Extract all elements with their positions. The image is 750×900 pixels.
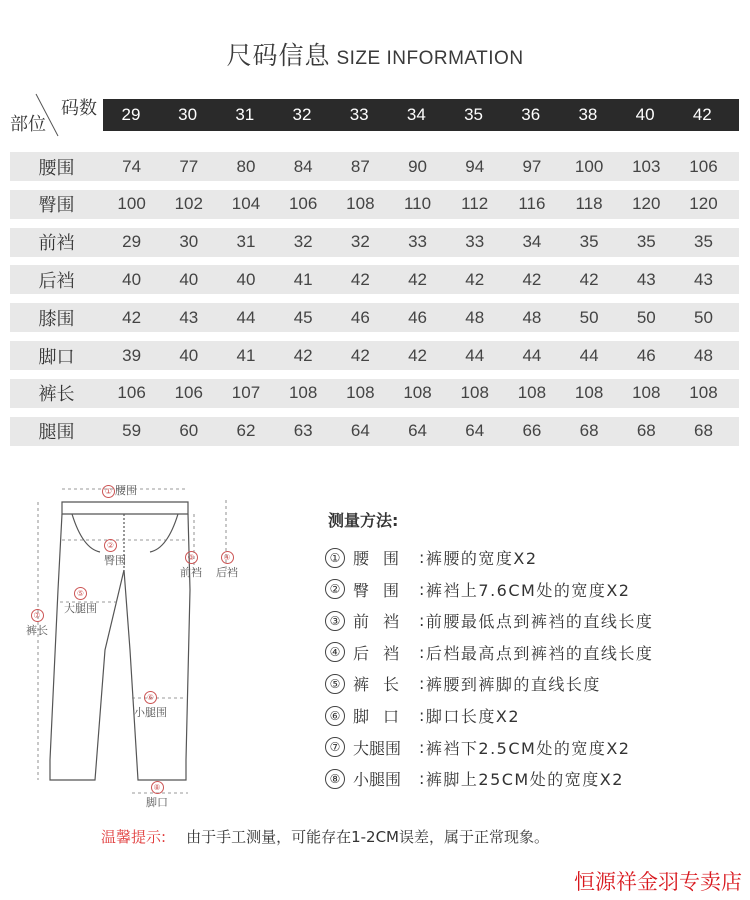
method-number: ⑧ xyxy=(325,769,345,789)
table-cell: 74 xyxy=(122,156,142,176)
size-header-bar xyxy=(103,99,739,131)
diagram-label-hem: ⑧ 脚口 xyxy=(146,782,168,809)
size-header-cell: 31 xyxy=(235,105,255,124)
table-cell: 42 xyxy=(122,307,142,327)
method-colon: : xyxy=(419,642,426,662)
tip-key: 温馨提示: xyxy=(101,828,167,846)
table-cell: 40 xyxy=(236,269,256,289)
table-cell: 33 xyxy=(408,232,427,252)
table-cell: 84 xyxy=(293,156,313,176)
table-cell: 80 xyxy=(236,156,256,176)
table-cell: 41 xyxy=(236,345,256,365)
page-title xyxy=(0,36,750,72)
table-cell: 108 xyxy=(517,383,547,403)
method-desc: 裤腰的宽度X2 xyxy=(425,549,538,568)
table-row xyxy=(10,303,739,332)
diagram-label-waist: ① 腰围 xyxy=(102,482,137,498)
method-name: 脚口 xyxy=(353,707,414,726)
table-cell: 30 xyxy=(179,232,199,252)
table-cell: 106 xyxy=(689,156,718,176)
method-item xyxy=(325,546,538,569)
method-desc: 后档最高点到裤裆的直线长度 xyxy=(425,643,654,663)
table-cell: 45 xyxy=(293,307,313,327)
table-cell: 100 xyxy=(574,156,604,176)
method-number: ② xyxy=(325,579,345,599)
table-cell: 64 xyxy=(465,421,485,441)
size-header-cell: 32 xyxy=(292,105,312,124)
method-colon: : xyxy=(419,579,426,599)
table-cell: 118 xyxy=(575,194,603,214)
table-cell: 35 xyxy=(694,232,713,252)
table-cell: 42 xyxy=(522,269,542,289)
table-cell: 90 xyxy=(408,156,427,176)
method-colon: : xyxy=(419,548,426,567)
method-item xyxy=(325,609,653,632)
table-cell: 64 xyxy=(350,421,370,441)
method-colon: : xyxy=(419,769,426,789)
table-cell: 116 xyxy=(518,194,546,214)
table-row xyxy=(10,417,739,446)
table-cell: 87 xyxy=(350,156,370,176)
method-name: 裤长 xyxy=(353,675,414,695)
method-name: 前裆 xyxy=(353,612,414,632)
size-header-cell: 38 xyxy=(578,105,598,124)
method-number: ④ xyxy=(325,642,345,662)
table-cell: 106 xyxy=(288,194,318,214)
table-cell: 42 xyxy=(408,345,427,365)
table-cell: 48 xyxy=(522,307,542,327)
table-cell: 108 xyxy=(632,383,661,403)
table-cell: 42 xyxy=(350,345,370,365)
table-cell: 43 xyxy=(636,269,656,289)
table-cell: 48 xyxy=(465,307,485,327)
row-label: 前裆 xyxy=(38,233,75,255)
tip-text: 由于手工测量，可能存在1-2CM误差，属于正常现象。 xyxy=(186,828,549,846)
diagram-label-front: ③ 前裆 xyxy=(180,552,202,579)
method-number: ③ xyxy=(325,611,345,631)
table-cell: 103 xyxy=(632,156,661,176)
size-header-cell: 34 xyxy=(406,105,426,124)
method-item xyxy=(325,641,653,664)
table-cell: 33 xyxy=(465,232,485,252)
table-cell: 44 xyxy=(465,345,485,365)
method-name: 后裆 xyxy=(353,643,414,663)
table-cell: 107 xyxy=(231,383,261,403)
table-cell: 108 xyxy=(346,383,375,403)
table-cell: 62 xyxy=(236,421,256,441)
row-label: 腿围 xyxy=(38,422,75,444)
table-cell: 97 xyxy=(522,156,542,176)
diagram-label-length: ⑦ 裤长 xyxy=(26,610,48,637)
title-en: SIZE INFORMATION xyxy=(336,48,524,69)
row-label: 臀围 xyxy=(38,195,75,217)
method-number: ① xyxy=(325,548,345,568)
table-cell: 43 xyxy=(694,269,713,289)
store-brand: 恒源祥金羽专卖店 xyxy=(574,870,742,894)
table-cell: 39 xyxy=(122,345,142,365)
table-cell: 48 xyxy=(694,345,713,365)
method-desc: 脚口长度X2 xyxy=(425,707,521,726)
method-desc: 裤裆下2.5CM处的宽度X2 xyxy=(425,738,631,758)
table-cell: 120 xyxy=(632,194,661,214)
tip-line xyxy=(101,826,549,847)
table-cell: 44 xyxy=(579,345,599,365)
table-cell: 110 xyxy=(403,194,432,214)
table-cell: 66 xyxy=(522,421,542,441)
table-cell: 68 xyxy=(636,421,656,441)
table-cell: 108 xyxy=(346,194,375,214)
method-title: 测量方法: xyxy=(328,511,399,530)
diagram-label-thigh: ⑤ 大腿围 xyxy=(64,588,97,615)
method-number: ⑦ xyxy=(325,737,345,757)
method-desc: 裤裆上7.6CM处的宽度X2 xyxy=(425,580,631,600)
table-cell: 31 xyxy=(236,232,256,252)
table-cell: 40 xyxy=(179,269,199,289)
method-name: 小腿围 xyxy=(353,770,402,790)
row-label: 后裆 xyxy=(38,270,75,292)
table-cell: 40 xyxy=(122,269,142,289)
table-cell: 42 xyxy=(408,269,427,289)
method-name: 腰围 xyxy=(353,549,414,568)
table-cell: 32 xyxy=(350,232,370,252)
table-cell: 102 xyxy=(174,194,203,214)
table-cell: 41 xyxy=(293,269,313,289)
table-cell: 100 xyxy=(117,194,146,214)
table-cell: 50 xyxy=(636,307,656,327)
trousers-diagram xyxy=(20,480,250,810)
table-cell: 77 xyxy=(179,156,199,176)
method-desc: 前腰最低点到裤裆的直线长度 xyxy=(425,612,654,632)
method-item xyxy=(325,578,630,601)
trousers-outline xyxy=(20,480,250,810)
table-cell: 42 xyxy=(350,269,370,289)
table-cell: 106 xyxy=(117,383,146,403)
table-cell: 46 xyxy=(350,307,370,327)
table-cell: 104 xyxy=(231,194,261,214)
table-cell: 50 xyxy=(694,307,713,327)
table-cell: 35 xyxy=(636,232,656,252)
size-header-cell: 40 xyxy=(635,105,655,124)
method-colon: : xyxy=(419,611,426,631)
table-row xyxy=(10,190,739,219)
table-cell: 108 xyxy=(403,383,432,403)
table-row xyxy=(10,152,739,181)
table-cell: 108 xyxy=(460,383,489,403)
table-corner xyxy=(10,92,103,138)
table-cell: 42 xyxy=(293,345,313,365)
table-cell: 68 xyxy=(579,421,599,441)
table-cell: 40 xyxy=(179,345,199,365)
method-item xyxy=(325,767,624,790)
table-cell: 108 xyxy=(574,383,604,403)
diagram-label-back: ④ 后裆 xyxy=(216,552,238,579)
size-header-cell: 29 xyxy=(121,105,141,124)
method-desc: 裤腰到裤脚的直线长度 xyxy=(425,675,601,695)
diagram-label-calf: ⑥ 小腿围 xyxy=(134,692,167,719)
method-name: 臀围 xyxy=(353,580,414,600)
table-cell: 43 xyxy=(179,307,199,327)
method-colon: : xyxy=(419,674,426,694)
method-number: ⑤ xyxy=(325,674,345,694)
table-cell: 34 xyxy=(522,232,542,252)
table-cell: 50 xyxy=(579,307,599,327)
size-header-cell: 42 xyxy=(692,105,712,124)
table-cell: 44 xyxy=(236,307,256,327)
row-label: 裤长 xyxy=(38,384,75,406)
row-label: 脚口 xyxy=(38,346,75,368)
method-colon: : xyxy=(419,737,426,757)
table-row xyxy=(10,265,739,294)
method-number: ⑥ xyxy=(325,706,345,726)
method-item xyxy=(325,672,601,695)
size-header-cell: 35 xyxy=(464,105,483,124)
method-item xyxy=(325,704,520,727)
table-cell: 32 xyxy=(293,232,313,252)
method-name: 大腿围 xyxy=(353,738,402,758)
corner-size-label: 码数 xyxy=(61,98,97,119)
table-cell: 112 xyxy=(461,194,489,214)
row-label: 腰围 xyxy=(38,157,75,179)
table-cell: 94 xyxy=(465,156,485,176)
table-cell: 44 xyxy=(522,345,542,365)
row-label: 膝围 xyxy=(38,308,75,330)
table-cell: 120 xyxy=(689,194,718,214)
table-row xyxy=(10,379,739,408)
table-cell: 68 xyxy=(694,421,713,441)
table-cell: 46 xyxy=(408,307,427,327)
table-row xyxy=(10,228,739,257)
table-cell: 64 xyxy=(408,421,427,441)
diagram-label-hip: ② 臀围 xyxy=(104,540,126,567)
table-cell: 63 xyxy=(293,421,313,441)
table-cell: 108 xyxy=(689,383,718,403)
method-desc: 裤脚上25CM处的宽度X2 xyxy=(425,770,624,790)
corner-part-label: 部位 xyxy=(10,114,46,135)
table-cell: 42 xyxy=(579,269,599,289)
table-cell: 29 xyxy=(122,232,142,252)
size-header-cell: 30 xyxy=(178,105,198,124)
method-item xyxy=(325,736,630,759)
size-header-cell: 36 xyxy=(521,105,541,124)
table-cell: 46 xyxy=(636,345,656,365)
table-cell: 35 xyxy=(579,232,599,252)
table-cell: 42 xyxy=(465,269,485,289)
method-colon: : xyxy=(419,706,426,725)
table-cell: 59 xyxy=(122,421,142,441)
table-row xyxy=(10,341,739,370)
size-header-cell: 33 xyxy=(349,105,369,124)
table-cell: 106 xyxy=(174,383,203,403)
table-cell: 108 xyxy=(288,383,318,403)
table-cell: 60 xyxy=(179,421,199,441)
title-zh: 尺码信息 xyxy=(226,41,331,70)
